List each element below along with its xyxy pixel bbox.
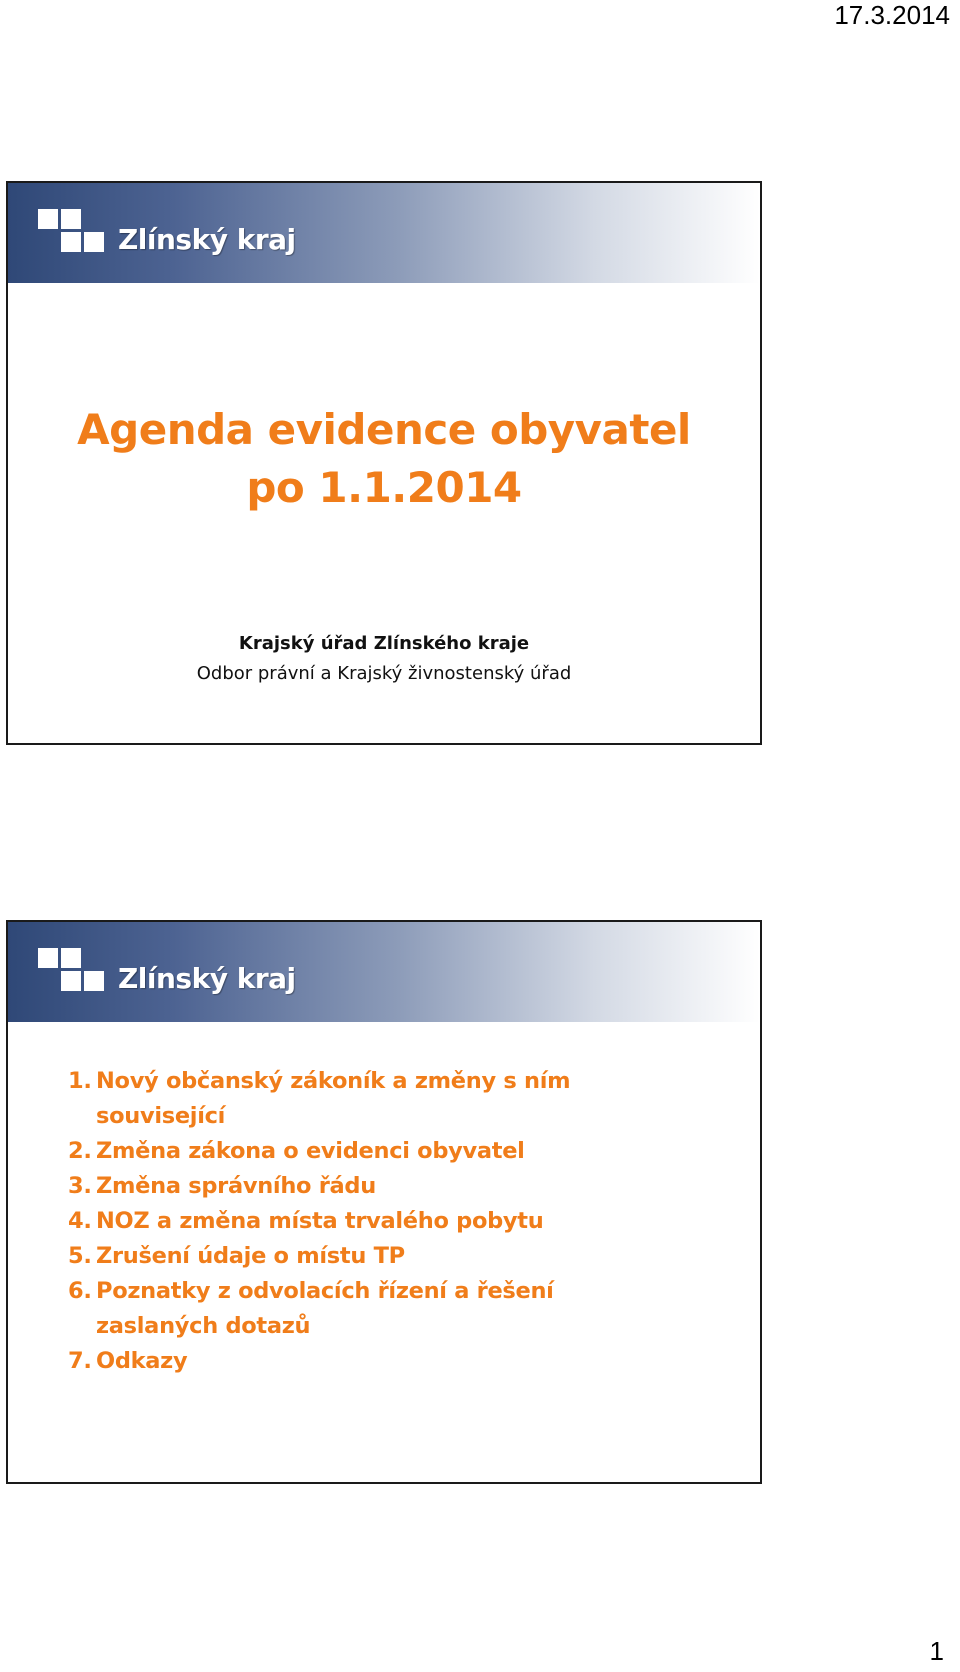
logo-text: Zlínský kraj bbox=[118, 962, 296, 995]
zlinsky-kraj-logo bbox=[38, 948, 296, 1000]
title-line-1: Agenda evidence obyvatel bbox=[77, 405, 691, 454]
list-item: 2. Změna zákona o evidenci obyvatel bbox=[68, 1138, 525, 1164]
organization-name: Krajský úřad Zlínského kraje bbox=[238, 633, 530, 654]
list-item: 4. NOZ a změna místa trvalého pobytu bbox=[68, 1208, 544, 1234]
list-item: 1. Nový občanský zákoník a změny s ním související bbox=[68, 1068, 571, 1129]
slide-title-heading bbox=[8, 401, 760, 517]
page-number: 1 bbox=[929, 1636, 944, 1666]
list-item: 5. Zrušení údaje o místu TP bbox=[68, 1243, 405, 1269]
slide-title bbox=[6, 181, 762, 745]
slide-agenda bbox=[6, 920, 762, 1484]
list-item: 6. Poznatky z odvolacích řízení a řešení zaslaných dotazů bbox=[68, 1278, 554, 1339]
logo-squares-icon bbox=[38, 948, 110, 1000]
slide-header-band bbox=[8, 183, 760, 283]
list-item: 3. Změna správního řádu bbox=[68, 1173, 376, 1199]
logo-text: Zlínský kraj bbox=[118, 223, 296, 256]
slide-header-band bbox=[8, 922, 760, 1022]
agenda-list bbox=[68, 1064, 656, 1379]
slide-subtitle bbox=[8, 629, 760, 689]
title-line-2: po 1.1.2014 bbox=[246, 463, 522, 512]
list-item: 7. Odkazy bbox=[68, 1348, 188, 1374]
logo-squares-icon bbox=[38, 209, 110, 261]
zlinsky-kraj-logo bbox=[38, 209, 296, 261]
department-name: Odbor právní a Krajský živnostenský úřad bbox=[196, 663, 572, 684]
page-date: 17.3.2014 bbox=[834, 0, 950, 30]
